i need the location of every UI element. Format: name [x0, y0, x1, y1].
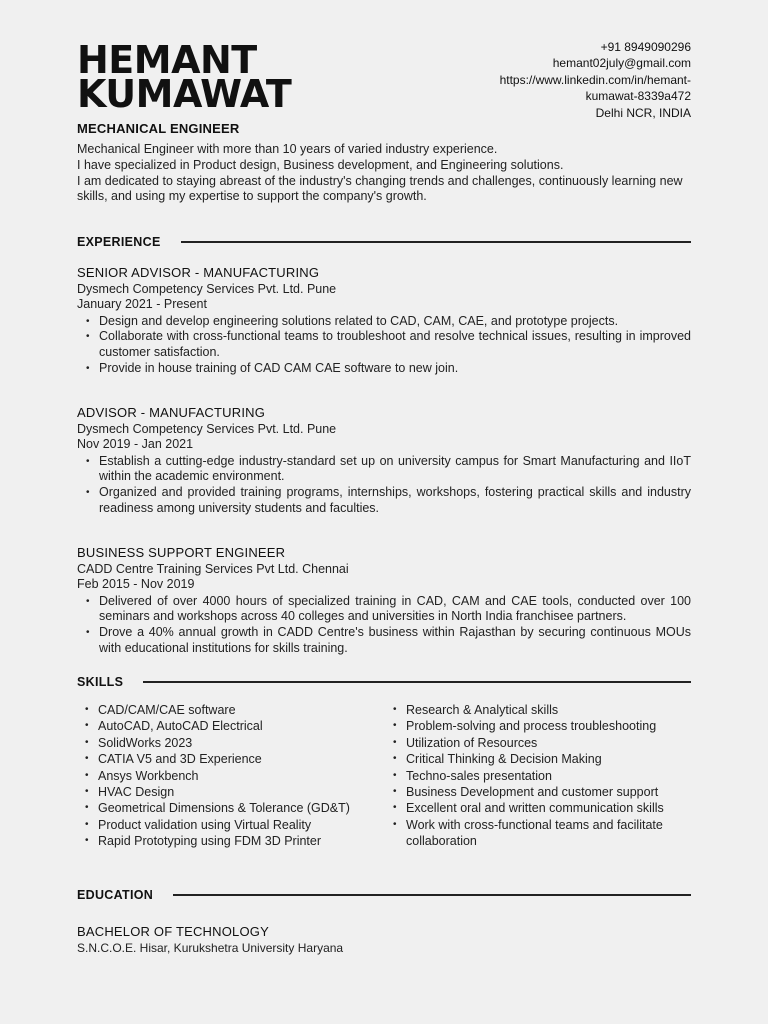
- bullet-icon: •: [85, 704, 89, 715]
- skill-item: • Product validation using Virtual Reality: [85, 817, 312, 832]
- job-bullet: • Design and develop engineering solutions related to CAD, CAM, CAE, and prototype projects.: [86, 313, 619, 328]
- skills-list-left: [77, 702, 377, 850]
- bullet-icon: •: [85, 769, 89, 781]
- education-entry: [77, 923, 691, 956]
- bullet-icon: •: [393, 786, 397, 798]
- job-dates: Feb 2015 - Nov 2019: [77, 577, 195, 592]
- job-company: CADD Centre Training Services Pvt Ltd. Chennai: [77, 561, 349, 576]
- skill-item: • CATIA V5 and 3D Experience: [85, 752, 262, 767]
- job-role: SENIOR ADVISOR - MANUFACTURING: [77, 265, 320, 280]
- experience-entry: [77, 404, 691, 516]
- education-heading: [77, 886, 691, 904]
- job-bullet: • Delivered of over 4000 hours of specialized training in CAD, CAM and CAE tools, conducted over 100 seminars and workshops across 40 colleges and universities in North India franchisee partners.: [86, 593, 691, 624]
- bullet-icon: •: [393, 753, 397, 765]
- job-bullets: [77, 454, 691, 516]
- job-company: Dysmech Competency Services Pvt. Ltd. Pune: [77, 421, 337, 436]
- bullet-icon: •: [393, 818, 397, 830]
- bullet-icon: •: [85, 818, 89, 830]
- bullet-icon: •: [393, 802, 397, 814]
- bullet-icon: •: [393, 704, 397, 715]
- job-bullet: • Organized and provided training programs, internships, workshops, fostering practical skills and industry readiness among university students and faculties.: [86, 484, 691, 515]
- summary-line: I have specialized in Product design, Business development, and Engineering solutions.: [77, 157, 564, 172]
- job-bullet: • Collaborate with cross-functional teams to troubleshoot and resolve technical issues, resulting in improved customer satisfaction.: [86, 329, 691, 359]
- skill-item: • CAD/CAM/CAE software: [85, 703, 236, 717]
- section-title: SKILLS: [77, 675, 124, 689]
- experience-heading: [77, 233, 691, 251]
- bullet-icon: •: [86, 315, 90, 327]
- job-bullet: • Establish a cutting-edge industry-standard set up on university campus for Smart Manufacturing and IIoT within the academic environment.: [86, 453, 691, 484]
- job-role: ADVISOR - MANUFACTURING: [77, 405, 266, 420]
- experience-entry: [77, 544, 691, 656]
- bullet-icon: •: [393, 769, 397, 781]
- section-title: EXPERIENCE: [77, 235, 161, 249]
- candidate-name: [77, 38, 292, 116]
- bullet-icon: •: [86, 331, 90, 343]
- skill-item: • Techno-sales presentation: [393, 768, 552, 783]
- skill-item: • Problem-solving and process troubleshooting: [393, 719, 657, 734]
- summary-line: I am dedicated to staying abreast of the industry's changing trends and challenges, continuously learning new skills, and using my expertise to support the company's growth.: [77, 173, 683, 204]
- job-bullets: [77, 594, 691, 656]
- skill-item: • Utilization of Resources: [393, 735, 538, 750]
- education-degree: BACHELOR OF TECHNOLOGY: [77, 924, 269, 939]
- skill-item: • AutoCAD, AutoCAD Electrical: [85, 719, 263, 734]
- skill-item: • Critical Thinking & Decision Making: [393, 752, 602, 767]
- summary-line: Mechanical Engineer with more than 10 years of varied industry experience.: [77, 142, 498, 156]
- job-role: BUSINESS SUPPORT ENGINEER: [77, 545, 286, 560]
- section-divider: [181, 241, 691, 243]
- bullet-icon: •: [85, 786, 89, 798]
- job-company: Dysmech Competency Services Pvt. Ltd. Pune: [77, 281, 337, 296]
- section-divider: [173, 894, 691, 896]
- bullet-icon: •: [85, 802, 89, 814]
- bullet-icon: •: [86, 595, 90, 607]
- job-bullet: • Provide in house training of CAD CAM CAE software to new join.: [86, 360, 459, 375]
- bullet-icon: •: [85, 753, 89, 765]
- job-bullets: [77, 314, 691, 376]
- job-dates: Nov 2019 - Jan 2021: [77, 437, 194, 452]
- bullet-icon: •: [86, 626, 90, 638]
- bullet-icon: •: [86, 455, 90, 467]
- skills-heading: [77, 673, 691, 691]
- contact-linkedin-line2: kumawat-8339a472: [585, 89, 691, 104]
- skill-item: • Geometrical Dimensions & Tolerance (GD&T): [85, 801, 350, 816]
- experience-entry: [77, 264, 691, 376]
- skill-item: • Ansys Workbench: [85, 768, 199, 783]
- bullet-icon: •: [393, 736, 397, 748]
- name-last: KUMAWAT: [77, 72, 292, 116]
- skill-item: • HVAC Design: [85, 785, 175, 800]
- skill-item: • SolidWorks 2023: [85, 735, 193, 750]
- contact-location: Delhi NCR, INDIA: [595, 105, 691, 120]
- skills-list-right: [385, 702, 691, 850]
- summary: [77, 142, 691, 205]
- job-dates: January 2021 - Present: [77, 297, 207, 312]
- bullet-icon: •: [85, 736, 89, 748]
- contact-phone: +91 8949090296: [600, 40, 691, 54]
- education-school: S.N.C.O.E. Hisar, Kurukshetra University Haryana: [77, 941, 344, 955]
- bullet-icon: •: [86, 362, 90, 374]
- section-divider: [143, 681, 691, 683]
- skill-item: • Excellent oral and written communication skills: [393, 801, 664, 816]
- bullet-icon: •: [85, 835, 89, 847]
- contact-block: [431, 39, 691, 121]
- skill-item: • Rapid Prototyping using FDM 3D Printer: [85, 834, 322, 849]
- skill-item: • Research & Analytical skills: [393, 703, 559, 717]
- contact-linkedin-line1: https://www.linkedin.com/in/hemant-: [499, 72, 691, 87]
- section-title: EDUCATION: [77, 888, 154, 902]
- bullet-icon: •: [86, 486, 90, 498]
- skill-item: • Business Development and customer support: [393, 785, 659, 800]
- contact-email: hemant02july@gmail.com: [552, 56, 691, 71]
- bullet-icon: •: [85, 720, 89, 732]
- job-bullet: • Drove a 40% annual growth in CADD Centre's business within Rajasthan by securing continuous MOUs with educational institutions for skills training.: [86, 624, 691, 655]
- skill-item: • Work with cross-functional teams and facilitate collaboration: [393, 817, 663, 849]
- job-title: MECHANICAL ENGINEER: [77, 121, 240, 136]
- bullet-icon: •: [393, 720, 397, 732]
- name-first: HEMANT: [77, 38, 257, 82]
